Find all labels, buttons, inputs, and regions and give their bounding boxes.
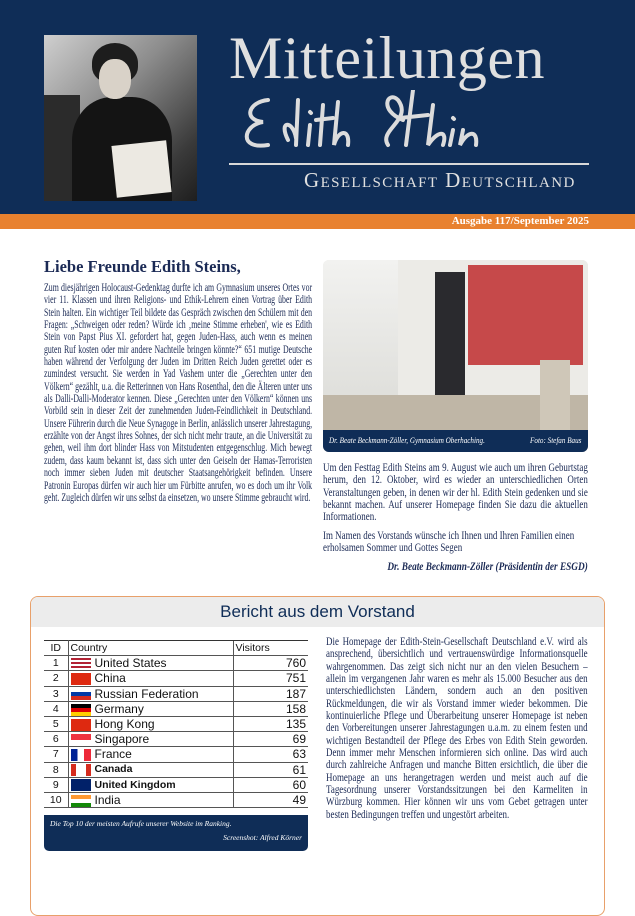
flag-in-icon [71,795,91,807]
masthead-rule [229,163,589,165]
flag-us-icon [71,658,91,670]
row-country: Hong Kong [94,717,155,732]
row-visitors: 69 [233,732,308,747]
table-row [44,792,308,807]
table-row [44,686,308,701]
flag-fr-icon [71,749,91,761]
row-id: 5 [44,716,68,731]
table-row [44,777,308,792]
flag-cn-icon [71,673,91,685]
row-country: Germany [94,701,144,716]
row-visitors: 135 [233,716,308,731]
letter-para-2: Um den Festtag Edith Steins am 9. August wie auch um ihren Geburtstag herum, den 12. Oktober, wird es wieder an unterschiedlichen Orten Veranstaltungen geben, in denen wir der hl. Edith Stein gedenken und sie bekannt machen. Auf unserer Homepage finden Sie dazu die aktuellen Informationen. [323,462,588,524]
flag-de-icon [71,704,91,716]
flag-ru-icon [71,688,91,700]
row-id: 2 [44,671,68,686]
row-id: 6 [44,732,68,747]
report-heading: Bericht aus dem Vorstand [31,597,604,627]
row-id: 4 [44,701,68,716]
col-country: Country [68,641,233,656]
flag-ca-icon [71,764,91,776]
row-id: 3 [44,686,68,701]
row-country: France [94,747,132,762]
row-country: Singapore [94,732,150,747]
table-caption-box [44,815,308,851]
row-id: 8 [44,762,68,777]
masthead-title: Mitteilungen [229,25,545,91]
visitors-table [44,640,308,808]
row-id: 7 [44,747,68,762]
row-country: China [94,671,126,686]
col-visitors: Visitors [233,641,308,656]
row-visitors: 49 [233,792,308,807]
report-column [326,636,588,821]
row-visitors: 61 [233,762,308,777]
col-id: ID [44,641,68,656]
row-country: United States [94,656,167,671]
row-visitors: 63 [233,747,308,762]
report-body: Die Homepage der Edith-Stein-Gesellschaft Deutschland e.V. wird als ansprechend, übersichtlich und vertrauenswürdige Informationsquelle wahrgenommen. Das zeigt sich nicht nur an den vielen Besuchern – allein im vergangenen Jahr waren es mehr als 15.000 Besucher aus den unterschiedlichsten Ländern, sondern auch an den positiven Rückmeldungen, die wir als Vorstand immer wieder bekommen. Die kontinuierliche Pflege und Überarbeitung unserer Homepage ist neben den Vorbereitungen unserer Jahrestagungen u.a.m. zu einem festen und wichtigen Bestandteil der Pflege des Erbes von Edith Stein geworden. Denn immer mehr Menschen informieren sich online. Das wird auch durch zahlreiche Anfragen und manche Bitten ersichtlich, die über die Homepage an uns herangetragen werden und meist auch auf die Tagesordnung unserer Vorstandssitzungen bei den Karmeliten in Würzburg kommen. Hier können wir uns vom Gebet getragen unter besten Bedingungen treffen und ungestört arbeiten. [326,636,588,821]
table-row [44,732,308,747]
table-row [44,671,308,686]
edith-stein-signature-logo [238,90,518,155]
letter-column [44,282,312,504]
table-row [44,716,308,731]
table-row [44,656,308,671]
row-country: India [94,792,121,807]
flag-sg-icon [71,734,91,746]
row-id: 9 [44,777,68,792]
letter-right-column [323,462,588,574]
row-country: Russian Federation [94,686,199,701]
photo-caption: Dr. Beate Beckmann-Zöller, Gymnasium Oberhaching. [329,436,485,445]
masthead-subtitle: Gesellschaft Deutschland [304,168,576,192]
row-id: 1 [44,656,68,671]
row-visitors: 760 [233,656,308,671]
table-row [44,762,308,777]
table-credit: Screenshot: Alfred Körner [223,833,302,842]
photo-credit: Foto: Stefan Baus [530,436,582,445]
row-id: 10 [44,792,68,807]
row-country: United Kingdom [94,778,176,791]
row-visitors: 187 [233,686,308,701]
table-row [44,701,308,716]
flag-gb-icon [71,779,91,791]
edith-stein-portrait [44,35,197,201]
table-caption: Die Top 10 der meisten Aufrufe unserer Website im Ranking. [50,819,232,828]
issue-label: Ausgabe 117/September 2025 [451,215,589,227]
masthead [0,0,635,214]
letter-heading: Liebe Freunde Edith Steins, [44,257,241,276]
lecture-photo [323,260,588,452]
row-visitors: 60 [233,777,308,792]
letter-para-3: Im Namen des Vorstands wünsche ich Ihnen und Ihren Familien einen erholsamen Sommer und Gottes Segen [323,529,575,555]
row-visitors: 158 [233,701,308,716]
table-row [44,747,308,762]
letter-body: Zum diesjährigen Holocaust-Gedenktag durfte ich am Gymnasium unseres Ortes vor vier 11. Klassen und ihren Religions- und Ethik-Lehrern einen Vortrag über Edith Stein halten. Ein wichtiger Teil bildete das Gespräch zwischen den Schülern mit den Fragen: „Schweigen oder reden? Würde ich ‚meine Stimme erheben', wie es Edith Stein von Papst Pius XI. gefordert hat, gegen Juden-Hass, auch wenn es meinen guten Ruf kosten oder mir andere Nachteile bringen könnte?“ 651 mutige Deutsche haben während der Verfolgung der Juden im Dritten Reich Juden gerettet oder es zumindest versucht. Sie werden in Yad Vashem unter die „Gerechten unter den Völkern“ gezählt, u.a. die Retterinnen von Hans Rosenthal, den die Älteren unter uns als Dalli-Dalli-Moderator kennen. Diese „Gerechten unter den Völkern“ können uns Vorbild sein in dieser Zeit der zunehmenden Juden-Feindlichkeit in Deutschland. Unsere Führerin durch die Neue Synagoge in Berlin, anlässlich unserer Jahrestagung, erzählte von der Angst ihres Sohnes, der sich nicht mehr traute, an die Universität zu gehen, weil ihm dort blinder Hass von Mitstudenten entgegenschlug. Mich bewegt zudem, dass kaum bekannt ist, dass sich unter den Geiseln der Hamas-Terroristen noch immer sieben Juden mit deutscher Staatsangehörigkeit befinden. Unsere Patronin Europas dürfen wir auch hier um Fürbitte anrufen, wo es doch um ihr Volk geht. Zugleich dürfen wir uns selbst da einsetzen, wo unsere Stimme gebraucht wird. [44,282,313,504]
flag-hk-icon [71,719,91,731]
row-visitors: 751 [233,671,308,686]
letter-signature: Dr. Beate Beckmann-Zöller (Präsidentin der ESGD) [387,560,588,574]
row-country: Canada [94,763,133,776]
